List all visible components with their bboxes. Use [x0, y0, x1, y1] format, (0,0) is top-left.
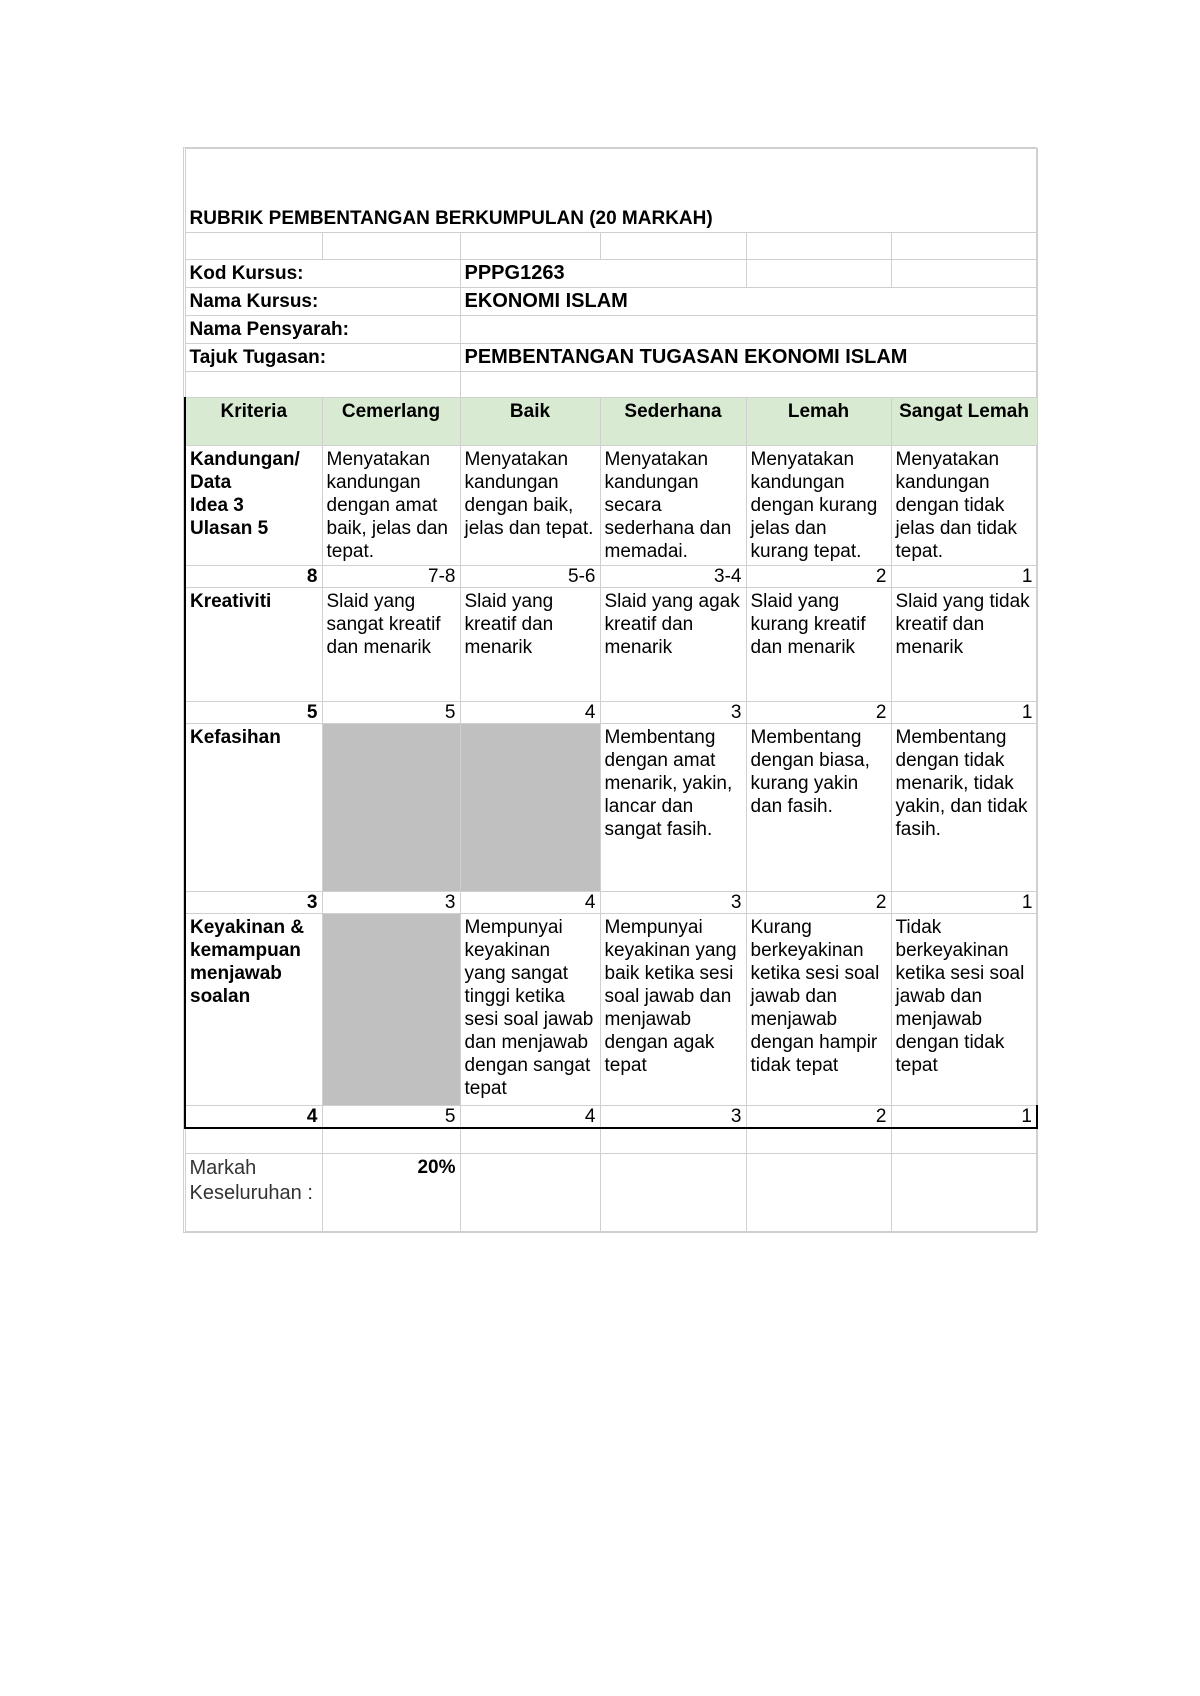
score-row: [185, 565, 1037, 587]
header-sederhana: Sederhana: [600, 397, 746, 445]
score-cemerlang: 5: [322, 701, 460, 723]
descriptor-sangat-lemah: Membentang dengan tidak menarik, tidak yakin, dan tidak fasih.: [891, 723, 1037, 891]
criterion-row-keyakinan: [185, 913, 1037, 1105]
criterion-max-score: 4: [185, 1105, 322, 1128]
score-sangat-lemah: 1: [891, 891, 1037, 913]
header-lemah: Lemah: [746, 397, 891, 445]
score-row: [185, 1105, 1037, 1128]
descriptor-cemerlang: Menyatakan kandungan dengan amat baik, jelas dan tepat.: [322, 445, 460, 565]
rubric-table: [184, 148, 1038, 1232]
blank-row: [185, 149, 1037, 205]
score-sederhana: 3-4: [600, 565, 746, 587]
score-lemah: 2: [746, 891, 891, 913]
score-sederhana: 3: [600, 1105, 746, 1128]
descriptor-baik: Slaid yang kreatif dan menarik: [460, 587, 600, 701]
criterion-name: Keyakinan & kemampuan menjawab soalan: [185, 913, 322, 1105]
rubric-title: RUBRIK PEMBENTANGAN BERKUMPULAN (20 MARKAH): [185, 205, 1037, 233]
descriptor-cemerlang-na: [322, 723, 460, 891]
header-baik: Baik: [460, 397, 600, 445]
criterion-name: Kreativiti: [185, 587, 322, 701]
score-row: [185, 701, 1037, 723]
descriptor-sederhana: Membentang dengan amat menarik, yakin, lancar dan sangat fasih.: [600, 723, 746, 891]
descriptor-baik-na: [460, 723, 600, 891]
score-baik: 5-6: [460, 565, 600, 587]
nama-kursus-value: EKONOMI ISLAM: [460, 287, 1037, 315]
score-sederhana: 3: [600, 891, 746, 913]
descriptor-cemerlang: Slaid yang sangat kreatif dan menarik: [322, 587, 460, 701]
descriptor-baik: Menyatakan kandungan dengan baik, jelas dan tepat.: [460, 445, 600, 565]
criterion-max-score: 5: [185, 701, 322, 723]
score-cemerlang: 5: [322, 1105, 460, 1128]
total-row: [185, 1154, 1037, 1232]
score-lemah: 2: [746, 701, 891, 723]
rubric-sheet: [183, 147, 1037, 1233]
score-row: [185, 891, 1037, 913]
header-cemerlang: Cemerlang: [322, 397, 460, 445]
criterion-max-score: 8: [185, 565, 322, 587]
score-baik: 4: [460, 1105, 600, 1128]
descriptor-sangat-lemah: Tidak berkeyakinan ketika sesi soal jawab dan menjawab dengan tidak tepat: [891, 913, 1037, 1105]
descriptor-baik: Mempunyai keyakinan yang sangat tinggi ketika sesi soal jawab dan menjawab dengan sangat tepat: [460, 913, 600, 1105]
blank-row: [185, 371, 1037, 397]
descriptor-lemah: Membentang dengan biasa, kurang yakin dan fasih.: [746, 723, 891, 891]
criterion-name: Kefasihan: [185, 723, 322, 891]
tajuk-tugasan-label: Tajuk Tugasan:: [185, 343, 460, 371]
rubric-header-row: [185, 397, 1037, 445]
nama-pensyarah-label: Nama Pensyarah:: [185, 315, 460, 343]
score-cemerlang: 7-8: [322, 565, 460, 587]
info-row-nama: [185, 287, 1037, 315]
descriptor-sederhana: Mempunyai keyakinan yang baik ketika sesi soal jawab dan menjawab dengan agak tepat: [600, 913, 746, 1105]
tajuk-tugasan-value: PEMBENTANGAN TUGASAN EKONOMI ISLAM: [460, 343, 1037, 371]
descriptor-sangat-lemah: Slaid yang tidak kreatif dan menarik: [891, 587, 1037, 701]
kod-kursus-label: Kod Kursus:: [185, 259, 460, 287]
criterion-max-score: 3: [185, 891, 322, 913]
blank-row: [185, 232, 1037, 259]
total-value: 20%: [322, 1154, 460, 1232]
score-baik: 4: [460, 701, 600, 723]
descriptor-lemah: Kurang berkeyakinan ketika sesi soal jawab dan menjawab dengan hampir tidak tepat: [746, 913, 891, 1105]
descriptor-lemah: Menyatakan kandungan dengan kurang jelas dan kurang tepat.: [746, 445, 891, 565]
blank-row: [185, 1128, 1037, 1154]
descriptor-cemerlang-na: [322, 913, 460, 1105]
total-label: Markah Keseluruhan :: [185, 1154, 322, 1232]
info-row-tajuk: [185, 343, 1037, 371]
info-row-kod: [185, 259, 1037, 287]
criterion-row-kefasihan: [185, 723, 1037, 891]
descriptor-lemah: Slaid yang kurang kreatif dan menarik: [746, 587, 891, 701]
criterion-row-kreativiti: [185, 587, 1037, 701]
descriptor-sederhana: Menyatakan kandungan secara sederhana dan memadai.: [600, 445, 746, 565]
descriptor-sederhana: Slaid yang agak kreatif dan menarik: [600, 587, 746, 701]
nama-pensyarah-value: [460, 315, 1037, 343]
score-sangat-lemah: 1: [891, 1105, 1037, 1128]
score-cemerlang: 3: [322, 891, 460, 913]
kod-kursus-value: PPPG1263: [460, 259, 746, 287]
descriptor-sangat-lemah: Menyatakan kandungan dengan tidak jelas dan tidak tepat.: [891, 445, 1037, 565]
info-row-pensyarah: [185, 315, 1037, 343]
score-sangat-lemah: 1: [891, 701, 1037, 723]
header-kriteria: Kriteria: [185, 397, 322, 445]
score-lemah: 2: [746, 565, 891, 587]
score-lemah: 2: [746, 1105, 891, 1128]
nama-kursus-label: Nama Kursus:: [185, 287, 460, 315]
criterion-name: Kandungan/ Data Idea 3 Ulasan 5: [185, 445, 322, 565]
criterion-row-kandungan: [185, 445, 1037, 565]
title-row: [185, 205, 1037, 233]
score-sederhana: 3: [600, 701, 746, 723]
score-sangat-lemah: 1: [891, 565, 1037, 587]
header-sangat-lemah: Sangat Lemah: [891, 397, 1037, 445]
score-baik: 4: [460, 891, 600, 913]
